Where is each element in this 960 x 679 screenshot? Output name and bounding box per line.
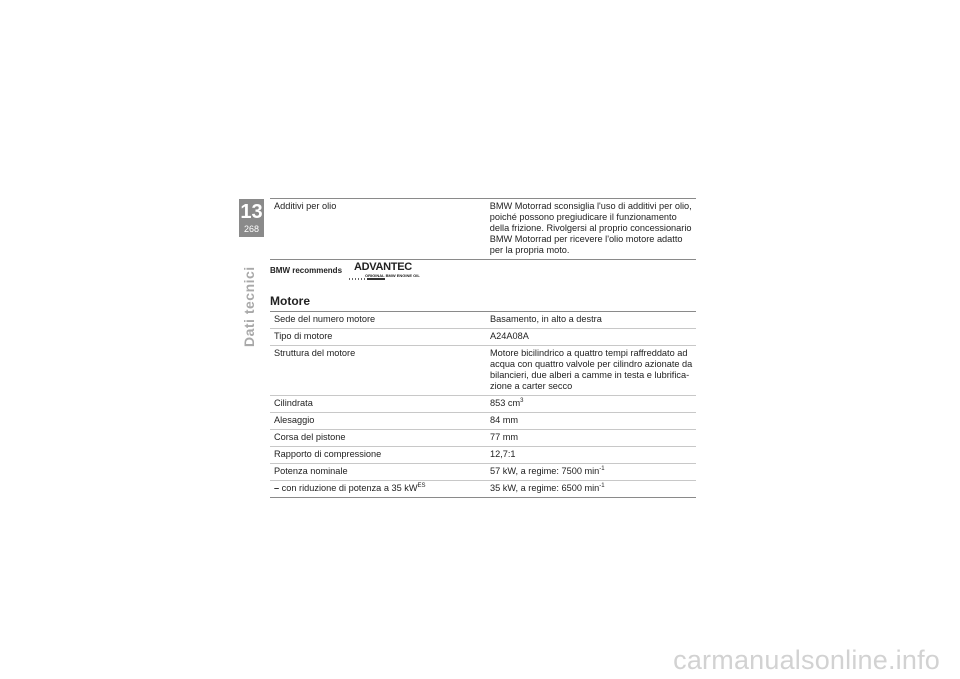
engine-specs-table	[270, 311, 696, 498]
value-superscript: -1	[599, 465, 605, 472]
table-row	[270, 396, 696, 413]
value-line: acqua con quattro valvole per cilindro azionate da	[490, 359, 693, 369]
value-line: della frizione. Rivolgersi al proprio concessionario	[489, 223, 692, 233]
dash-prefix: –	[274, 483, 280, 493]
value-line: zione a carter secco	[490, 381, 573, 391]
value-text: 35 kW, a regime: 6500 min	[490, 483, 600, 493]
row-label: Rapporto di compressione	[274, 449, 382, 459]
row-label: Tipo di motore	[274, 331, 333, 341]
row-value: 12,7:1	[490, 449, 516, 459]
row-label: Sede del numero motore	[274, 314, 376, 324]
value-line: poiché possono pregiudicare il funzionamento	[489, 212, 677, 222]
value-line: Motore bicilindrico a quattro tempi raffreddato ad	[490, 348, 688, 358]
value-line: per la propria moto.	[489, 245, 570, 255]
value-text: 57 kW, a regime: 7500 min	[490, 466, 600, 476]
advantec-logo-name: ADVANTEC	[354, 261, 412, 273]
row-value	[486, 481, 696, 498]
row-value	[486, 396, 696, 413]
row-value	[486, 346, 696, 396]
row-value: A24A08A	[490, 331, 529, 341]
table-row	[270, 430, 696, 447]
table-row	[270, 346, 696, 396]
row-label	[270, 481, 486, 498]
label-superscript: ES	[417, 482, 426, 489]
advantec-logo-bar	[367, 278, 385, 280]
table-row	[270, 413, 696, 430]
row-label: Struttura del motore	[274, 348, 356, 358]
row-value	[486, 199, 696, 260]
advantec-logo	[349, 261, 419, 283]
chapter-number: 13	[240, 201, 263, 223]
row-label: Cilindrata	[274, 398, 313, 408]
row-value: 77 mm	[490, 432, 519, 442]
table-row	[270, 464, 696, 481]
table-row	[270, 481, 696, 498]
watermark	[0, 645, 960, 676]
row-value: 84 mm	[490, 415, 519, 425]
chapter-badge	[239, 199, 264, 237]
value-line: BMW Motorrad per ricevere l'olio motore adatto	[489, 234, 683, 244]
value-line: BMW Motorrad sconsiglia l'uso di additivi per olio,	[489, 201, 692, 211]
table-row	[270, 199, 696, 260]
oil-additives-table	[270, 198, 696, 260]
table-row	[270, 329, 696, 346]
row-label: Additivi per olio	[274, 201, 337, 211]
table-row	[270, 312, 696, 329]
bmw-recommends-text: BMW recommends	[270, 266, 343, 275]
section-title: Motore	[270, 294, 310, 308]
label-text: con riduzione di potenza a 35 kW	[279, 483, 418, 493]
row-value	[486, 464, 696, 481]
row-value: Basamento, in alto a destra	[490, 314, 602, 324]
value-superscript: 3	[520, 397, 524, 404]
page-number: 268	[243, 224, 260, 234]
value-line: bilancieri, due alberi a camme in testa e lubrifica-	[490, 370, 690, 380]
chapter-side-label: Dati tecnici	[241, 266, 257, 347]
value-text: 853 cm	[490, 398, 521, 408]
watermark-text: carmanualsonline.info	[673, 645, 940, 675]
row-label: Corsa del pistone	[274, 432, 346, 442]
value-superscript: -1	[599, 482, 605, 489]
table-row	[270, 447, 696, 464]
row-label: Alesaggio	[274, 415, 315, 425]
row-label: Potenza nominale	[274, 466, 348, 476]
advantec-logo-subtitle: ORIGINAL BMW ENGINE OIL	[365, 273, 420, 278]
